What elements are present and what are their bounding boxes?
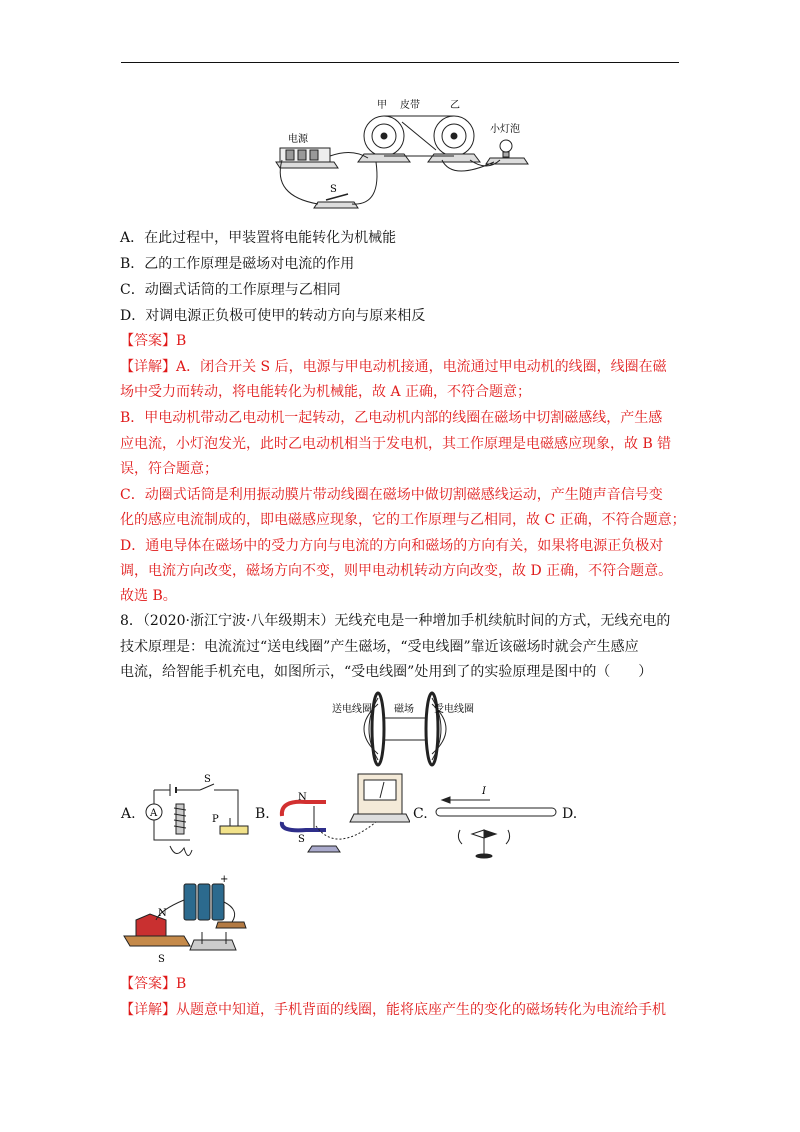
label-power: 电源 (288, 134, 308, 145)
choice-b-induction-figure (276, 766, 410, 860)
header-rule (121, 62, 679, 63)
question-8-line: 8．（2020·浙江宁波·八年级期末）无线充电是一种增加手机续航时间的方式，无线充电的 (120, 613, 671, 629)
question-8-line: 电流，给智能手机充电，如图所示，“受电线圈”处用到了的实验原理是图中的（ ） (120, 664, 653, 680)
explanation-line: 误，符合题意； (120, 461, 218, 477)
choice-d-label: D. (562, 806, 578, 822)
label-belt: 皮带 (400, 100, 420, 111)
choice-d-n-label: N (158, 908, 167, 919)
option-c: C．动圈式话筒的工作原理与乙相同 (120, 282, 341, 298)
explanation-line: 故选 B。 (120, 588, 177, 604)
explanation-line: 场中受力而转动，将电能转化为机械能，故 A 正确，不符合题意； (120, 384, 532, 400)
choice-a-electromagnet-figure (140, 770, 250, 866)
label-bulb: 小灯泡 (490, 124, 520, 135)
explanation-line: 应电流，小灯泡发光，此时乙电动机相当于发电机，其工作原理是电磁感应现象，故 B 错 (120, 436, 672, 452)
choice-c-oersted-figure (430, 780, 560, 864)
label-jia: 甲 (377, 100, 387, 111)
choice-b-label: B. (255, 806, 270, 822)
explanation-line: B．甲电动机带动乙电动机一起转动，乙电动机内部的线圈在磁场中切割磁感线，产生感 (120, 410, 663, 426)
choice-b-s-label: S (298, 834, 305, 845)
option-d: D．对调电源正负极可使甲的转动方向与原来相反 (120, 308, 426, 324)
choice-a-label: A. (121, 806, 136, 822)
choice-c-label: C. (413, 806, 428, 822)
explanation-line: C．动圈式话筒是利用振动膜片带动线圈在磁场中做切割磁感线运动，产生随声音信号变 (120, 487, 663, 503)
explanation-2: 【详解】从题意中知道，手机背面的线圈，能将底座产生的变化的磁场转化为电流给手机 (120, 1002, 666, 1018)
choice-a-meter-label: A (150, 808, 158, 819)
question-8-line: 技术原理是：电流流过“送电线圈”产生磁场，“受电线圈”靠近该磁场时就会产生感应 (120, 639, 639, 655)
answer-2: 【答案】B (120, 976, 187, 992)
choice-d-motor-figure (120, 870, 252, 966)
label-yi: 乙 (450, 100, 460, 111)
label-field: 磁场 (394, 704, 414, 715)
label-switch: S (330, 184, 337, 195)
option-a: A．在此过程中，甲装置将电能转化为机械能 (120, 230, 397, 246)
choice-c-current-label: I (482, 786, 486, 797)
explanation-line: D．通电导体在磁场中的受力方向与电流的方向和磁场的方向有关，如果将电源正负极对 (120, 538, 664, 554)
label-receive-coil: 受电线圈 (434, 704, 474, 715)
label-send-coil: 送电线圈 (332, 704, 372, 715)
choice-b-n-label: N (298, 792, 307, 803)
answer-1: 【答案】B (120, 333, 187, 349)
wireless-coils-figure (330, 688, 480, 770)
choice-d-plus-label: + (220, 874, 229, 885)
explanation-line: 调，电流方向改变，磁场方向不变，则甲电动机转动方向改变，故 D 正确，不符合题意。 (120, 563, 673, 579)
motor-generator-figure (272, 96, 534, 218)
explanation-line: 化的感应电流制成的，即电磁感应现象，它的工作原理与乙相同，故 C 正确，不符合题意； (120, 512, 686, 528)
choice-d-s-label: S (158, 954, 165, 965)
explanation-line: 【详解】A．闭合开关 S 后，电源与甲电动机接通，电流通过甲电动机的线圈，线圈在磁 (120, 359, 667, 375)
choice-a-switch-label: S (204, 774, 211, 785)
choice-a-slider-label: P (212, 814, 219, 825)
option-b: B．乙的工作原理是磁场对电流的作用 (120, 256, 355, 272)
